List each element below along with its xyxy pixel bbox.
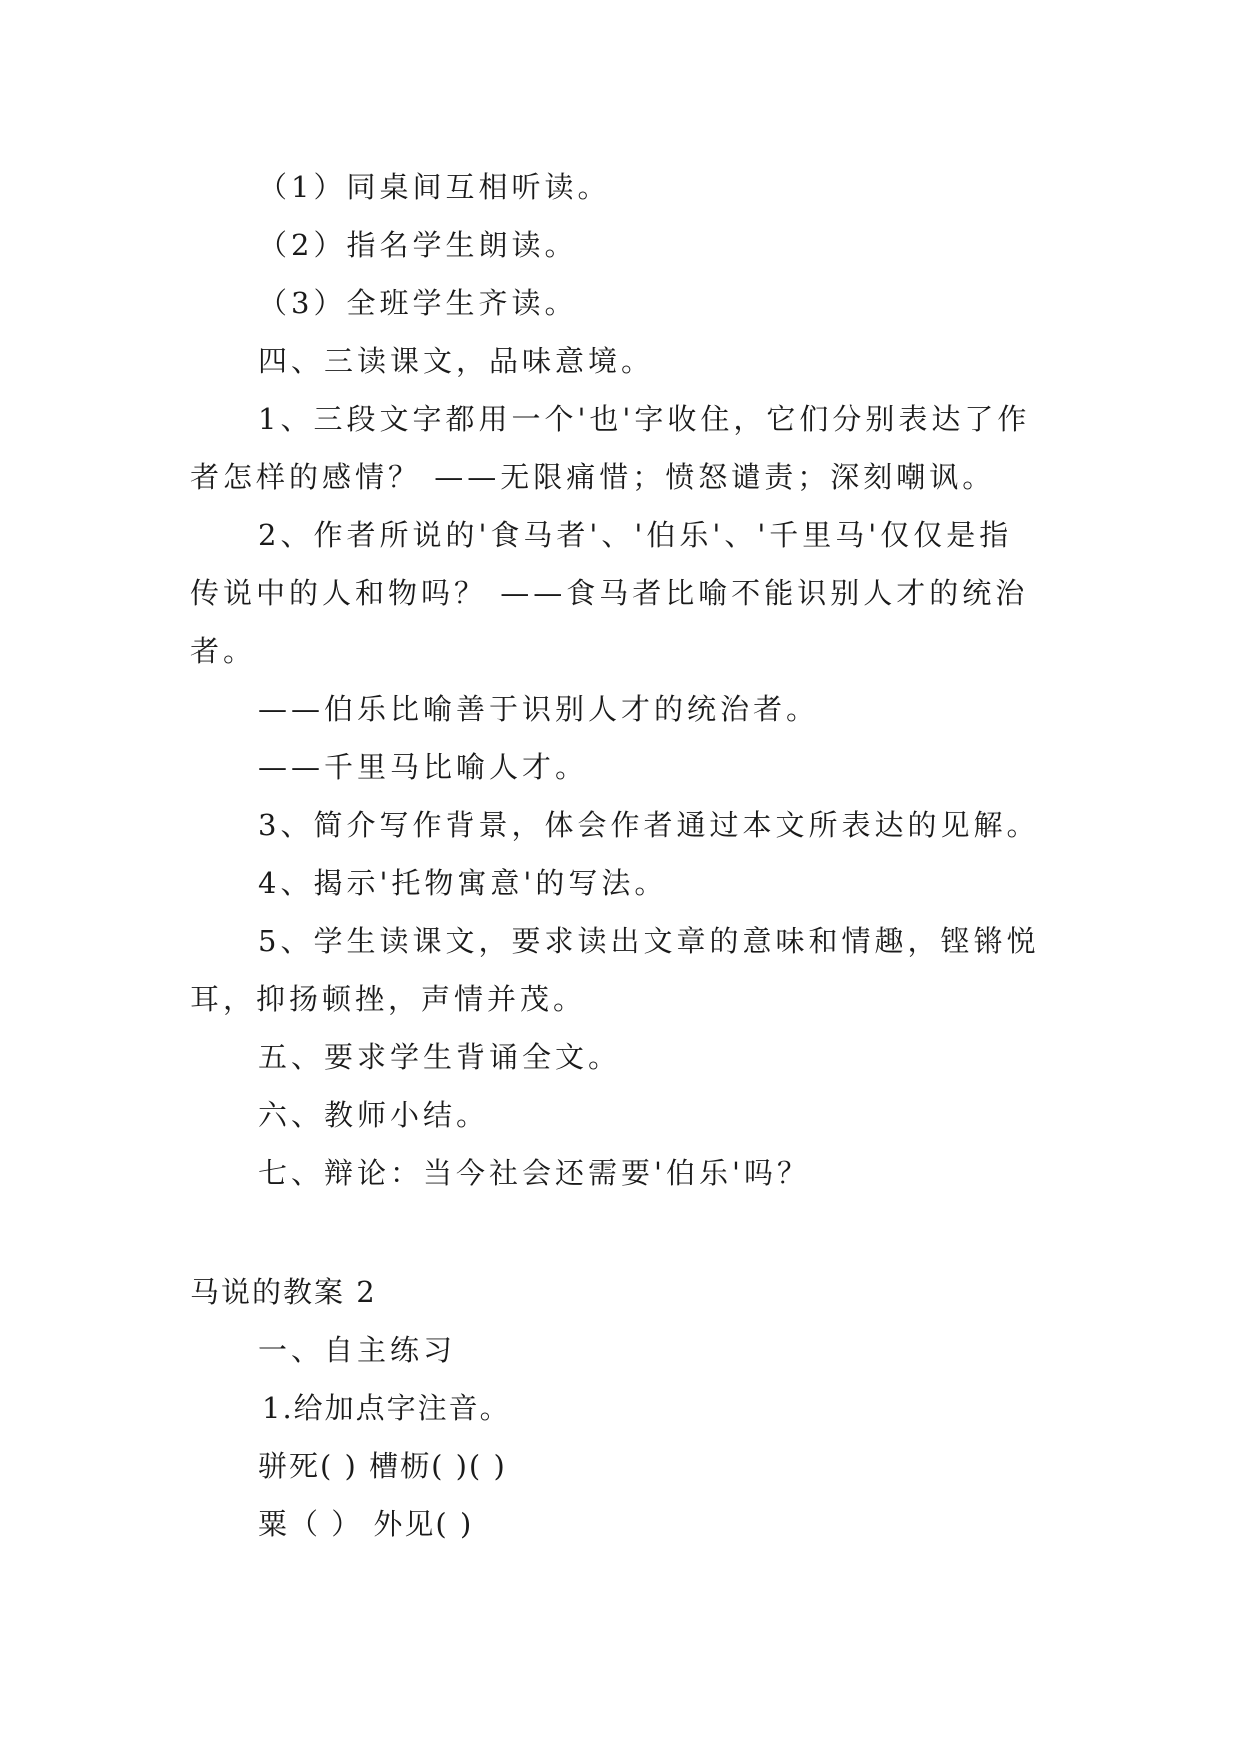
text-line: ——伯乐比喻善于识别人才的统治者。 [258,692,820,726]
text-line: 1、三段文字都用一个'也'字收住，它们分别表达了作 [258,402,1031,436]
text-line: 1.给加点字注音。 [262,1391,511,1425]
text-line: 六、教师小结。 [258,1098,490,1132]
text-line: 骈死( ) 槽枥( )( ) [258,1449,507,1483]
text-line: 耳，抑扬顿挫，声情并茂。 [190,982,587,1016]
text-line: 3、简介写作背景，体会作者通过本文所表达的见解。 [258,808,1040,842]
text-line: 传说中的人和物吗？ ——食马者比喻不能识别人才的统治 [190,576,1029,610]
text-line: 4、揭示'托物寓意'的写法。 [258,866,668,900]
text-line: （2）指名学生朗读。 [258,228,578,262]
text-line: （1）同桌间互相听读。 [258,170,611,204]
text-line: 一、自主练习 [258,1333,457,1367]
text-line: 五、要求学生背诵全文。 [258,1040,622,1074]
text-line: 2、作者所说的'食马者'、'伯乐'、'千里马'仅仅是指 [258,518,1013,552]
text-line: 者怎样的感情？ ——无限痛惜；愤怒谴责；深刻嘲讽。 [190,460,996,494]
text-line: ——千里马比喻人才。 [258,750,589,784]
text-line: 粟（ ） 外见( ) [258,1507,474,1541]
text-line: 四、三读课文，品味意境。 [258,344,655,378]
text-line: 者。 [190,634,257,668]
text-line: 5、学生读课文，要求读出文章的意味和情趣，铿锵悦 [258,924,1040,958]
section-heading: 马说的教案 2 [190,1275,377,1309]
text-line: 七、辩论：当今社会还需要'伯乐'吗？ [258,1156,810,1190]
text-line: （3）全班学生齐读。 [258,286,578,320]
